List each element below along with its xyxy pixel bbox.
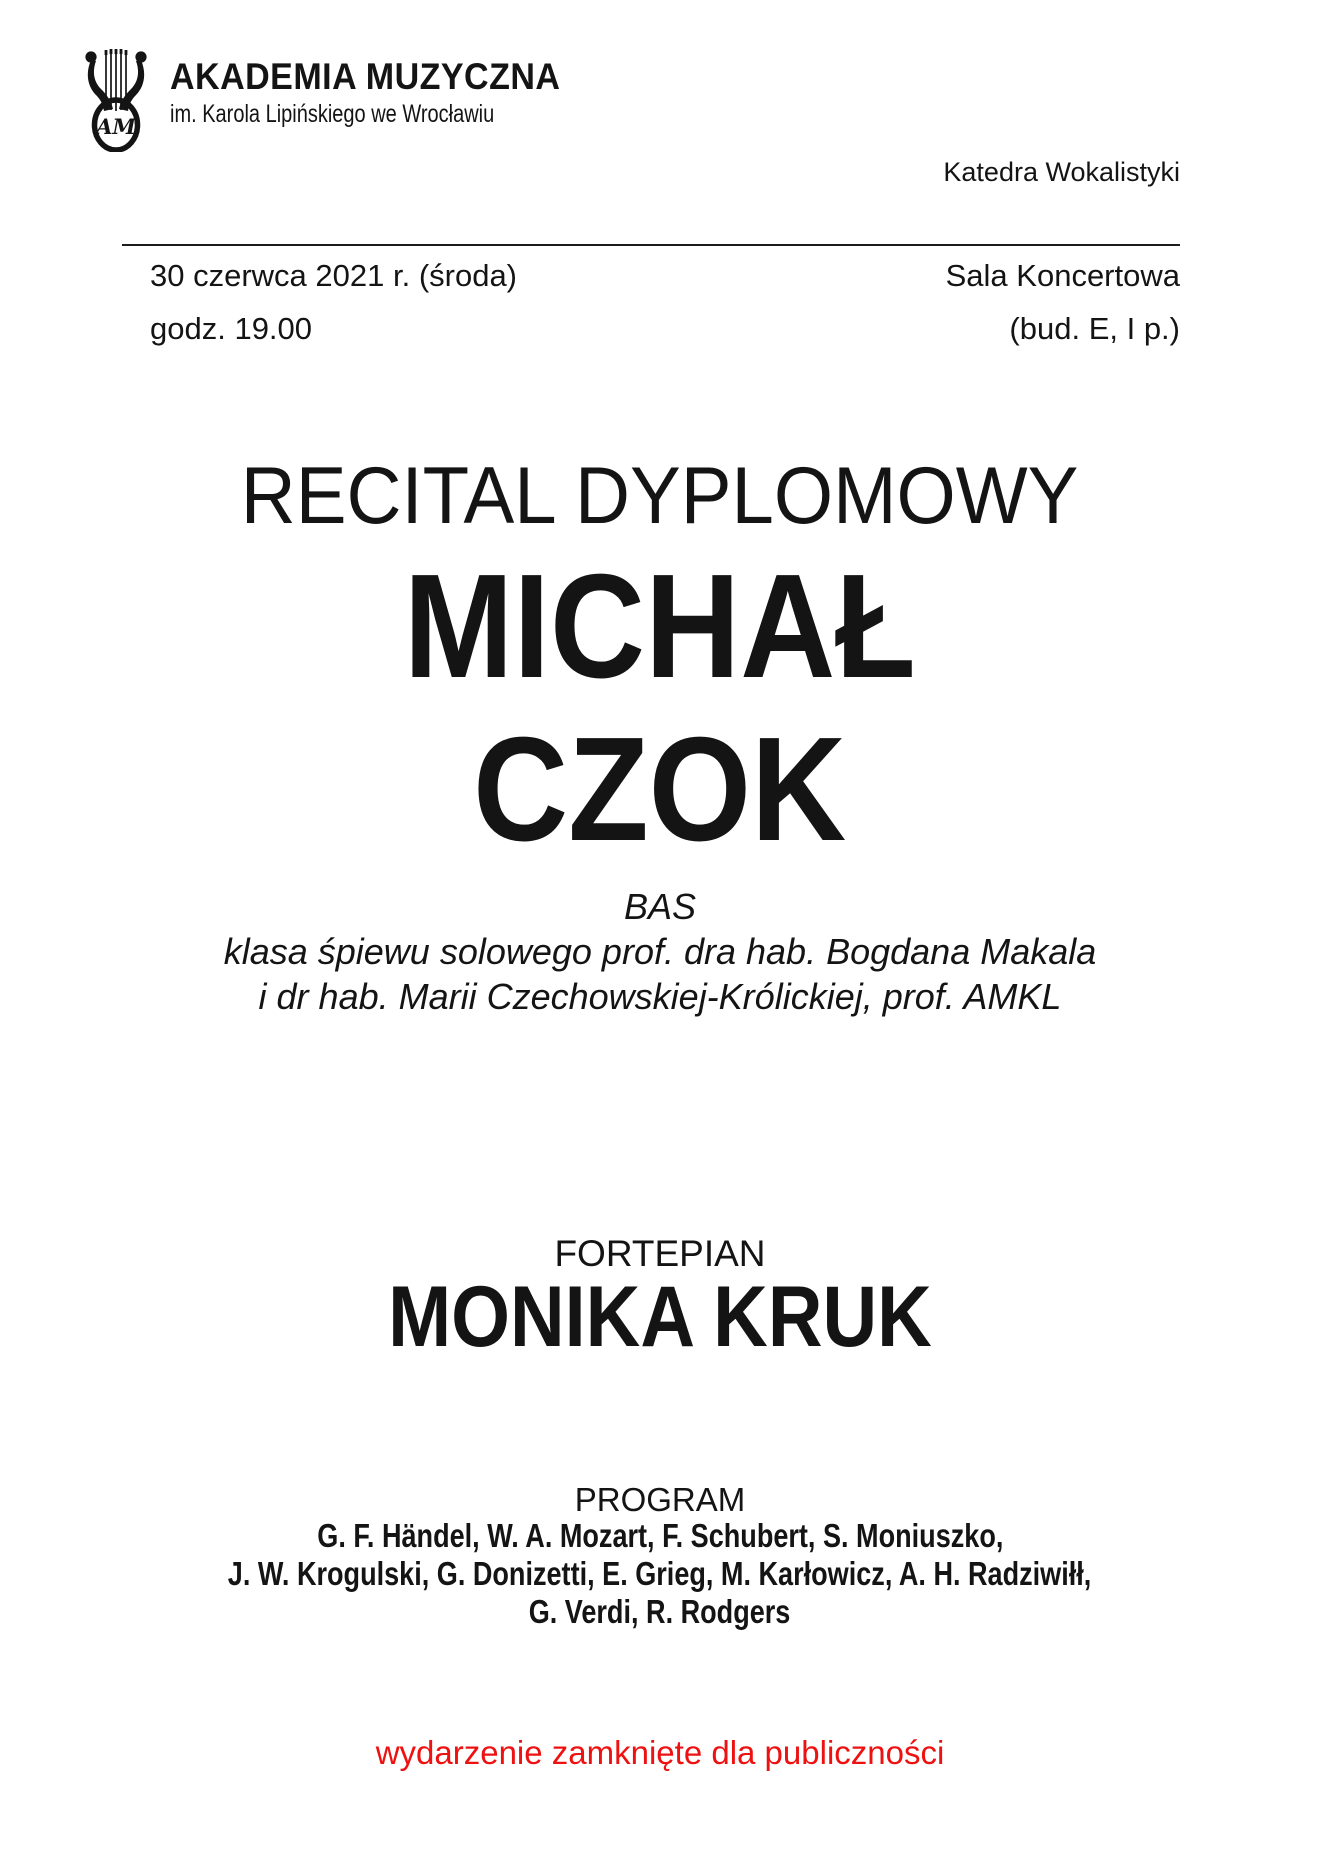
logo-text-block: [170, 57, 594, 128]
academy-subtitle: im. Karola Lipińskiego we Wrocławiu: [170, 99, 495, 128]
program-heading: PROGRAM: [574, 1481, 746, 1518]
program-line: G. F. Händel, W. A. Mozart, F. Schubert, S. Moniuszko,: [316, 1517, 1004, 1554]
class-line-2: i dr hab. Marii Czechowskiej-Królickiej, prof. AMKL: [258, 976, 1062, 1017]
performer-last-name: CZOK: [473, 707, 847, 872]
closed-event-notice: wydarzenie zamknięte dla publiczności: [375, 1734, 945, 1771]
event-date: 30 czerwca 2021 r. (środa): [150, 258, 518, 293]
department-label: Katedra Wokalistyki: [943, 157, 1180, 187]
program-line: G. Verdi, R. Rodgers: [529, 1593, 791, 1630]
class-line-1: klasa śpiewu solowego prof. dra hab. Bogdana Makala: [223, 931, 1097, 972]
voice-and-class-block: [0, 884, 1320, 1019]
program-composers-block: [0, 1517, 1320, 1631]
voice-type: BAS: [623, 886, 697, 927]
event-venue: Sala Koncertowa: [945, 258, 1180, 293]
accompaniment-instrument: FORTEPIAN: [554, 1233, 766, 1274]
accompanist-name: MONIKA KRUK: [388, 1269, 932, 1365]
svg-text:AM: AM: [96, 114, 136, 139]
academy-name: AKADEMIA MUZYCZNA: [170, 56, 561, 97]
recital-type-title: RECITAL DYPLOMOWY: [241, 451, 1079, 541]
program-line: J. W. Krogulski, G. Donizetti, E. Grieg, M. Karłowicz, A. H. Radziwiłł,: [228, 1555, 1092, 1592]
lyre-icon: [84, 48, 148, 152]
event-time: godz. 19.00: [150, 311, 313, 346]
event-venue-detail: (bud. E, I p.): [1009, 311, 1180, 346]
header-divider: [122, 244, 1180, 246]
performer-first-name: MICHAŁ: [403, 544, 917, 709]
